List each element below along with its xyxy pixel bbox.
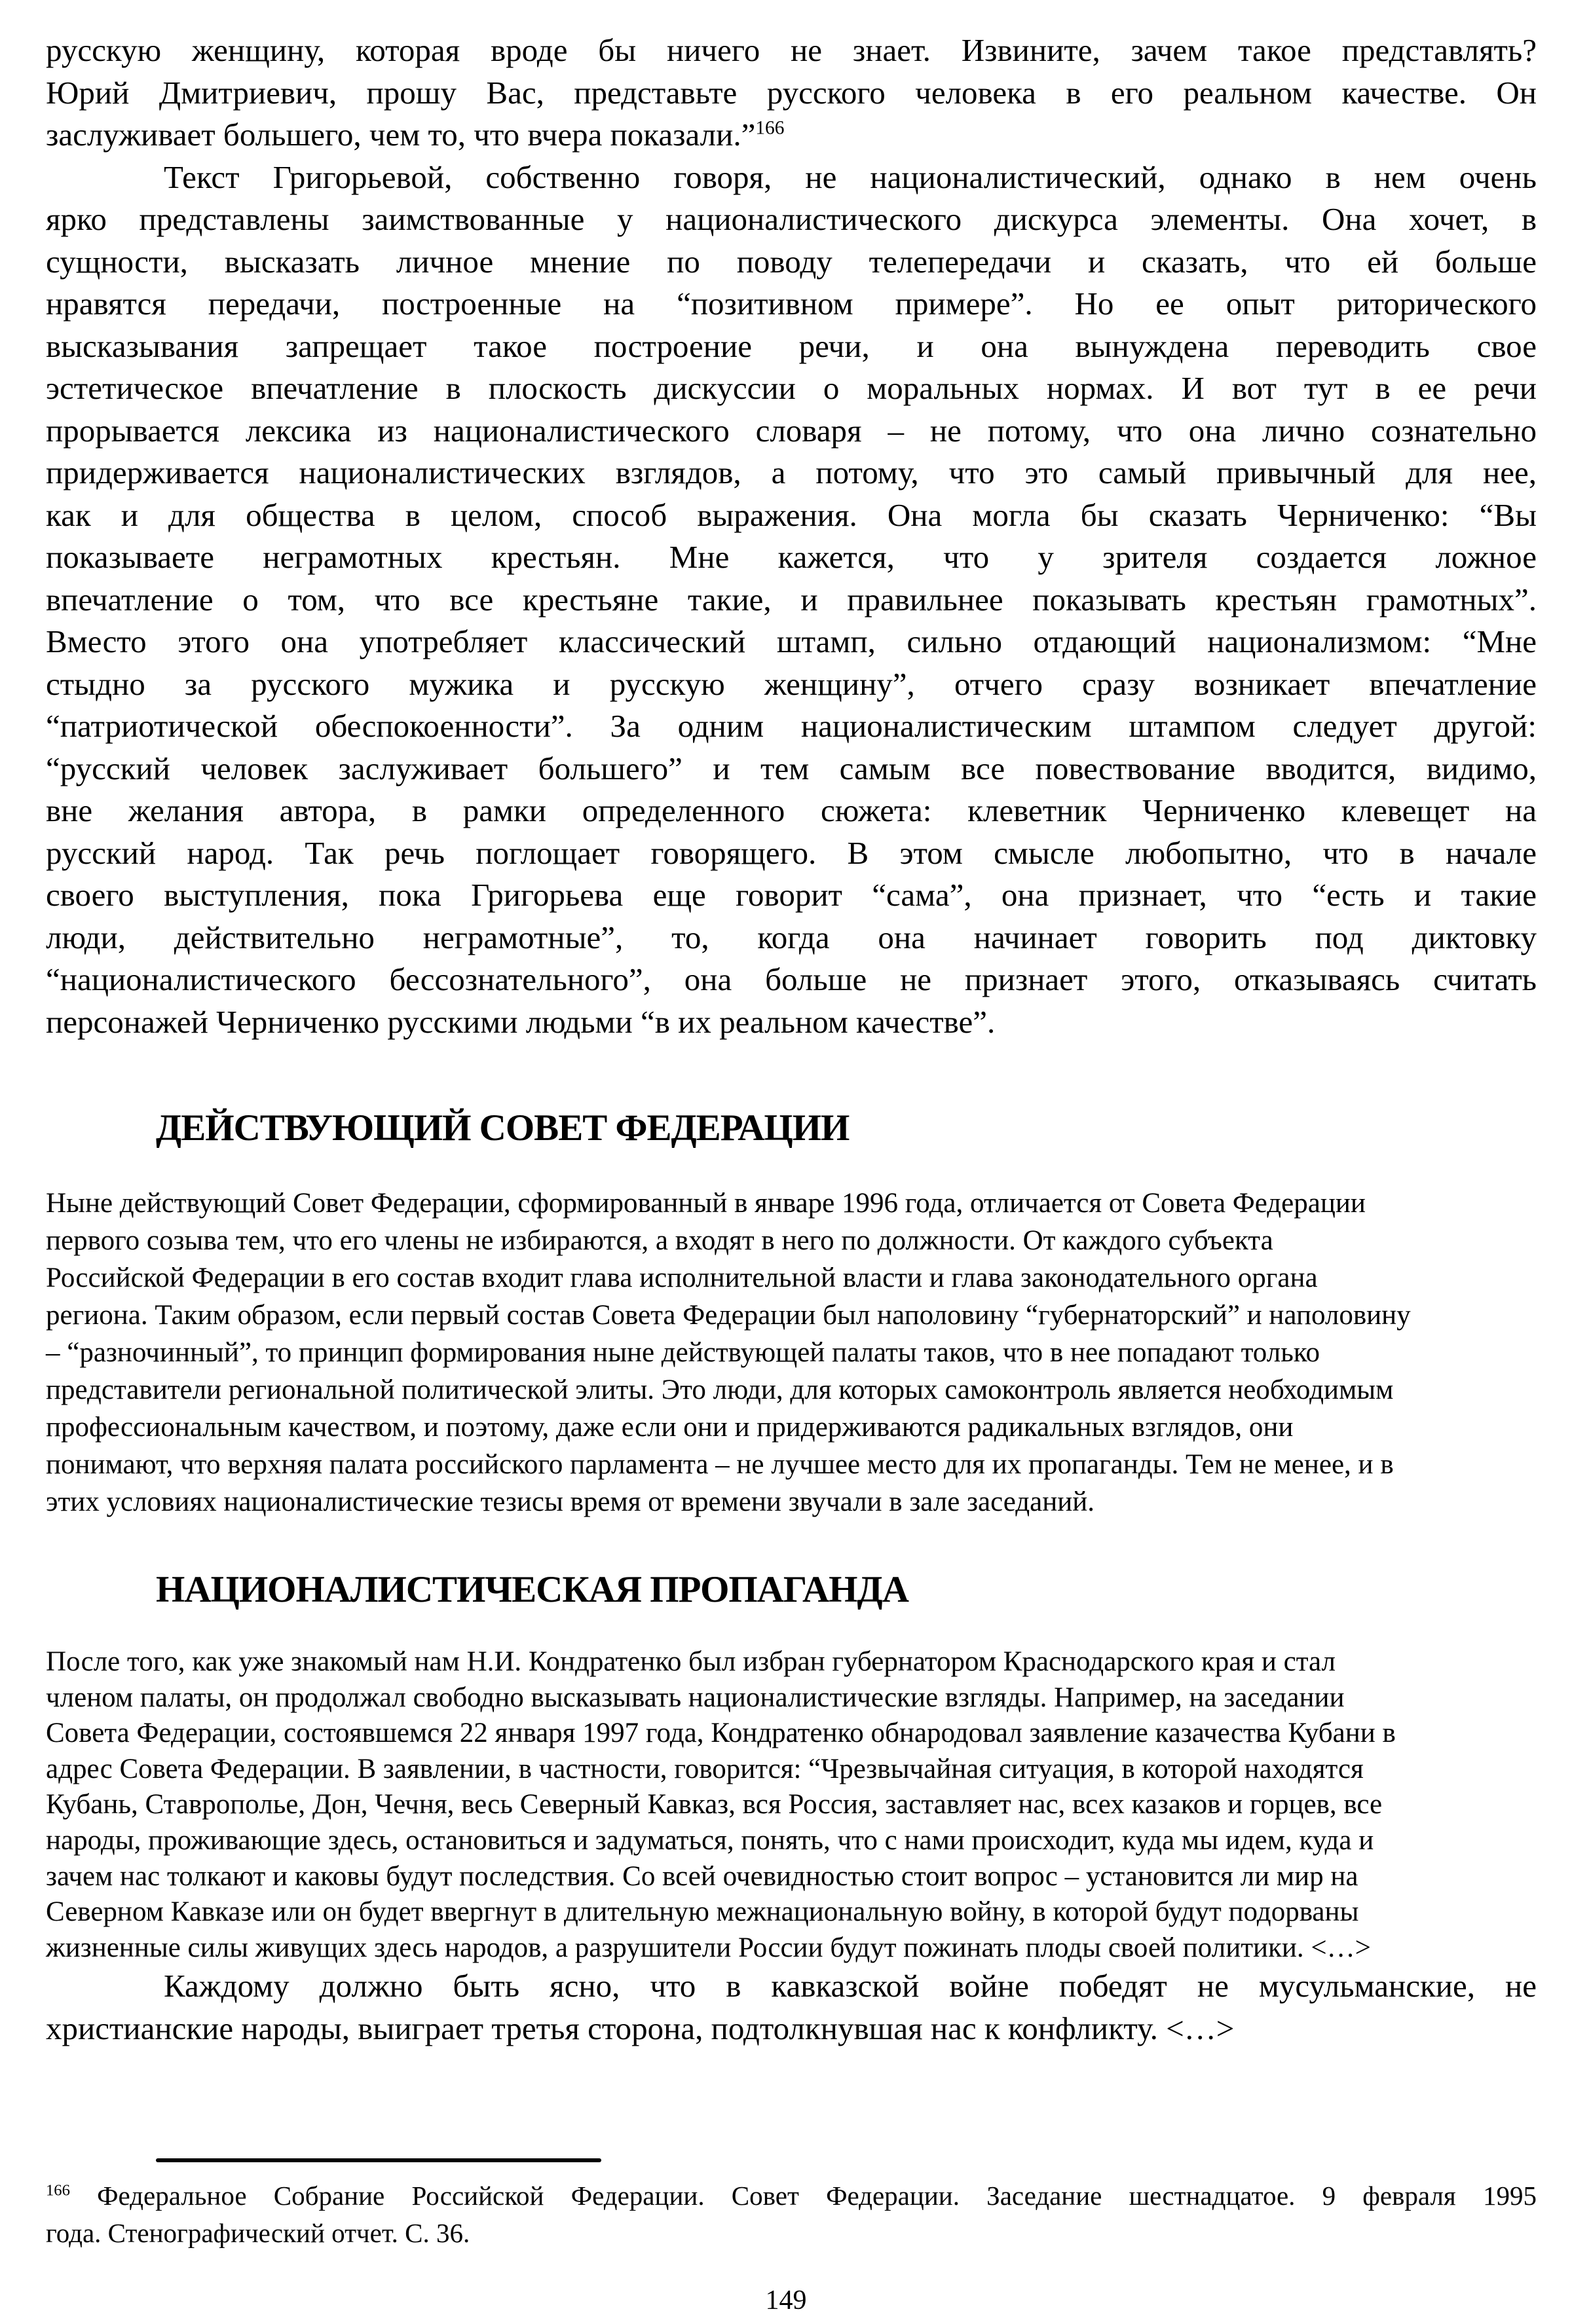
text-line-content: стыдно за русского мужика и русскую женщину”, отчего сразу возникает впечатление (46, 665, 1537, 702)
text-line-content: ярко представлены заимствованные у националистического дискурса элементы. Она хочет, в (46, 201, 1537, 237)
text-line-content: Ныне действующий Совет Федерации, сформированный в январе 1996 года, отличается от Совета Федерации (46, 1188, 1366, 1219)
quote-paragraph (46, 1964, 1537, 2050)
text-line-content: впечатление о том, что все крестьяне такие, и правильнее показывать крестьян грамотных”. (46, 581, 1537, 618)
text-line-content: профессиональным качеством, и поэтому, даже если они и придерживаются радикальных взглядов, они (46, 1412, 1294, 1443)
text-line-content: показываете неграмотных крестьян. Мне кажется, что у зрителя создается ложное (46, 539, 1537, 575)
text-line-content: этих условиях националистические тезисы время от времени звучали в зале заседаний. (46, 1486, 1095, 1517)
text-line (46, 198, 1537, 241)
text-line-content: люди, действительно неграмотные”, то, когда она начинает говорить под диктовку (46, 919, 1537, 955)
text-line (46, 1752, 1537, 1788)
text-line-content: как и для общества в целом, способ выражения. Она могла бы сказать Черниченко: “Вы (46, 496, 1537, 533)
text-line (46, 917, 1537, 959)
text-line (46, 1680, 1537, 1716)
text-line-content: региона. Таким образом, если первый состав Совета Федерации был наполовину “губернаторский” и наполовину (46, 1300, 1411, 1331)
text-line (46, 1409, 1537, 1446)
text-line (46, 790, 1537, 832)
text-line-content: Каждому должно быть ясно, что в кавказской войне победят не мусульманские, не (164, 1968, 1537, 2004)
text-line-content: “националистического бессознательного”, она больше не признает этого, отказываясь считать (46, 961, 1537, 997)
text-line-content: вне желания автора, в рамки определенного сюжета: клеветник Черниченко клевещет на (46, 792, 1537, 828)
footnote-divider (156, 2158, 601, 2162)
text-line (46, 1716, 1537, 1752)
text-line (46, 494, 1537, 537)
text-line-content: народы, проживающие здесь, остановиться и задуматься, понять, что с нами происходит, куда мы идем, куда и (46, 1824, 1374, 1856)
text-line (46, 959, 1537, 1001)
section-heading-nationalist-propaganda: НАЦИОНАЛИСТИЧЕСКАЯ ПРОПАГАНДА (156, 1569, 908, 1610)
text-line-content: первого созыва тем, что его члены не избираются, а входят в него по должности. От каждого субъекта (46, 1225, 1273, 1256)
text-line (46, 536, 1537, 579)
text-line-content: Северном Кавказе или он будет ввергнут в длительную межнациональную войну, в которой будут подорваны (46, 1896, 1359, 1928)
footnote-line (46, 2215, 1537, 2252)
text-line-content: придерживается националистических взглядов, а потому, что это самый привычный для нее, (46, 454, 1537, 490)
text-line (46, 1823, 1537, 1859)
section-propaganda-text (46, 1644, 1537, 1966)
text-line-content: “русский человек заслуживает большего” и тем самым все повествование вводится, видимо, (46, 750, 1537, 786)
text-line (46, 1930, 1537, 1966)
text-line (46, 1185, 1537, 1222)
text-line-content: Вместо этого она употребляет классический штамп, сильно отдающий национализмом: “Мне (46, 623, 1537, 659)
text-line-content: Текст Григорьевой, собственно говоря, не националистический, однако в нем очень (164, 158, 1537, 195)
text-line-content: прорывается лексика из националистического словаря – не потому, что она лично сознательно (46, 412, 1537, 449)
text-line-content: Юрий Дмитриевич, прошу Вас, представьте русского человека в его реальном качестве. Он (46, 74, 1537, 111)
text-line-content: своего выступления, пока Григорьева еще говорит “сама”, она признает, что “есть и такие (46, 877, 1537, 913)
text-line (46, 1259, 1537, 1297)
text-line (46, 29, 1537, 72)
text-line-content: “патриотической обеспокоенности”. За одним националистическим штампом следует другой: (46, 708, 1537, 744)
text-line (46, 621, 1537, 663)
text-line-content: персонажей Черниченко русскими людьми “в их реальном качестве”. (46, 1003, 996, 1040)
text-line (46, 452, 1537, 494)
page-number: 149 (765, 2285, 807, 2315)
text-line-content: понимают, что верхняя палата российского парламента – не лучшее место для их пропаганды. Тем не менее, и в (46, 1449, 1394, 1480)
text-line-content: представители региональной политической элиты. Это люди, для которых самоконтроль является необходимым (46, 1374, 1394, 1405)
text-line (46, 579, 1537, 621)
text-line (46, 748, 1537, 790)
paragraph-analysis (46, 157, 1537, 1044)
text-line-content: Кубань, Ставрополье, Дон, Чечня, весь Северный Кавказ, вся Россия, заставляет нас, всех казаков и горцев, все (46, 1789, 1383, 1820)
text-line-content: эстетическое впечатление в плоскость дискуссии о моральных нормах. И вот тут в ее речи (46, 370, 1537, 406)
text-line (46, 72, 1537, 115)
text-line (46, 283, 1537, 325)
text-line (46, 663, 1537, 706)
section-heading-federation-council: ДЕЙСТВУЮЩИЙ СОВЕТ ФЕДЕРАЦИИ (156, 1107, 850, 1149)
text-line (46, 874, 1537, 917)
text-line (46, 2007, 1537, 2050)
text-line-content: русскую женщину, которая вроде бы ничего не знает. Извините, зачем такое представлять? (46, 32, 1537, 68)
text-line (46, 367, 1537, 410)
footnote-number: 166 (46, 2181, 70, 2200)
text-line-content: Российской Федерации в его состав входит глава исполнительной власти и глава законодательного органа (46, 1263, 1318, 1293)
footnote (46, 2177, 1537, 2252)
text-line-content: нравятся передачи, построенные на “позитивном примере”. Но ее опыт риторического (46, 286, 1537, 322)
text-line-content: Совета Федерации, состоявшемся 22 января 1997 года, Кондратенко обнародовал заявление казачества Кубани в (46, 1718, 1396, 1749)
text-line (46, 1001, 1537, 1044)
footnote-text: года. Стенографический отчет. С. 36. (46, 2218, 470, 2248)
text-line-content: жизненные силы живущих здесь народов, а разрушители России будут пожинать плоды своей политики. <…> (46, 1932, 1371, 1963)
text-line (46, 1644, 1537, 1680)
text-line (46, 410, 1537, 452)
section-federation-council-text (46, 1185, 1537, 1521)
text-line-content: – “разночинный”, то принцип формирования ныне действующей палаты таков, что в нее попадают только (46, 1337, 1320, 1368)
text-line-content: После того, как уже знакомый нам Н.И. Кондратенко был избран губернатором Краснодарского края и стал (46, 1646, 1336, 1677)
text-line (46, 1964, 1537, 2007)
text-line (46, 1859, 1537, 1895)
text-line (46, 705, 1537, 748)
text-line (46, 1334, 1537, 1371)
text-line-content: заслуживает большего, чем то, что вчера показали.” (46, 117, 756, 153)
text-line (46, 1894, 1537, 1930)
footnote-reference[interactable]: 166 (755, 117, 785, 139)
text-line (46, 241, 1537, 284)
footnote-line (46, 2177, 1537, 2215)
text-line (46, 1483, 1537, 1521)
main-text (46, 29, 1537, 1043)
text-line-content: зачем нас толкают и каковы будут последствия. Со всей очевидностью стоит вопрос – установится ли мир на (46, 1860, 1358, 1892)
text-line (46, 325, 1537, 368)
text-line (46, 832, 1537, 875)
text-line-content: русский народ. Так речь поглощает говорящего. В этом смысле любопытно, что в начале (46, 834, 1537, 871)
text-line (46, 1297, 1537, 1334)
text-line (46, 1222, 1537, 1259)
text-line-content: членом палаты, он продолжал свободно высказывать националистические взгляды. Например, на заседании (46, 1682, 1345, 1713)
text-line (46, 114, 1537, 157)
text-line-content: адрес Совета Федерации. В заявлении, в частности, говорится: “Чрезвычайная ситуация, в которой находятся (46, 1753, 1364, 1784)
footnote-text: Федеральное Собрание Российской Федерации. Совет Федерации. Заседание шестнадцатое. 9 февраля 1995 (97, 2181, 1537, 2211)
text-line (46, 1371, 1537, 1409)
text-line-content: высказывания запрещает такое построение речи, и она вынуждена переводить свое (46, 327, 1537, 364)
text-line (46, 157, 1537, 199)
text-line (46, 1446, 1537, 1483)
paragraph-continuation (46, 29, 1537, 157)
text-line-content: сущности, высказать личное мнение по поводу телепередачи и сказать, что ей больше (46, 243, 1537, 280)
text-line (46, 1787, 1537, 1823)
text-line-content: христианские народы, выиграет третья сторона, подтолкнувшая нас к конфликту. <…> (46, 2010, 1235, 2046)
